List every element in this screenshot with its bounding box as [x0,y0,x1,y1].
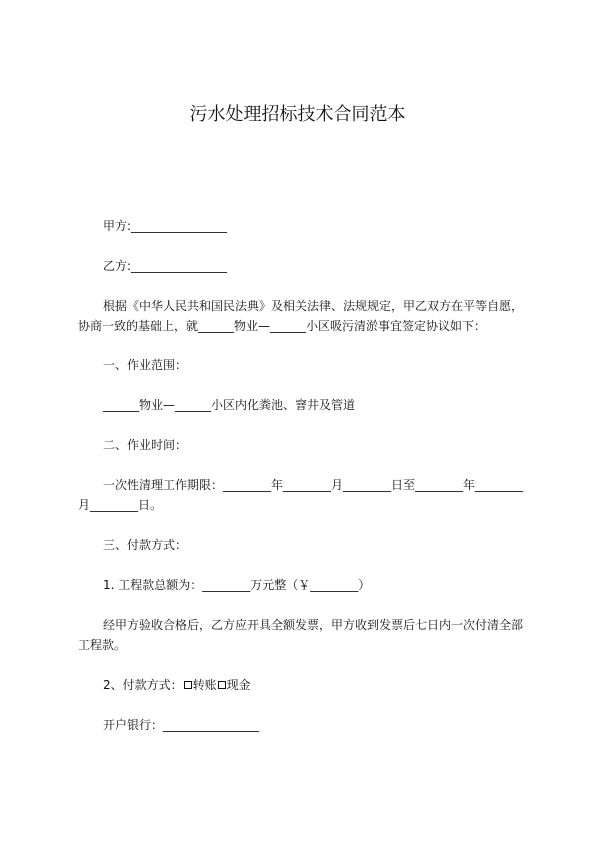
party-b-line: 乙方:________________ [103,259,228,273]
transfer-checkbox[interactable] [184,681,192,689]
cash-option-label: 现金 [226,678,251,692]
payment-note-line-2: 工程款。 [78,638,127,652]
section-2-line-2: 月________日。 [78,498,163,512]
payment-method-line [103,677,553,693]
payment-note-line-1: 经甲方验收合格后，乙方应开具全额发票，甲方收到发票后七日内一次付清全部 [103,618,524,632]
section-2-line-1: 一次性清理工作期限：________年________月________日至________年________ [103,478,524,492]
payment-method-label: 2、付款方式： [103,678,183,692]
payment-amount-line: 1. 工程款总额为：________万元整（￥________） [103,578,371,592]
document-title: 污水处理招标技术合同范本 [189,104,406,125]
bank-line: 开户银行：________________ [103,718,260,732]
section-1-content: ______物业—______小区内化粪池、窨井及管道 [103,398,356,412]
section-2-title: 二、作业时间： [103,438,188,452]
section-3-title: 三、付款方式： [103,538,188,552]
party-a-line: 甲方:________________ [103,219,228,233]
intro-line-1: 根据《中华人民共和国民法典》及相关法律、法规规定，甲乙双方在平等自愿， [103,299,524,313]
cash-checkbox[interactable] [218,681,226,689]
section-1-title: 一、作业范围： [103,358,188,372]
intro-line-2: 协商一致的基础上，就______物业—______小区吸污清淤事宜签定协议如下： [78,319,487,333]
transfer-option-label: 转账 [192,678,217,692]
